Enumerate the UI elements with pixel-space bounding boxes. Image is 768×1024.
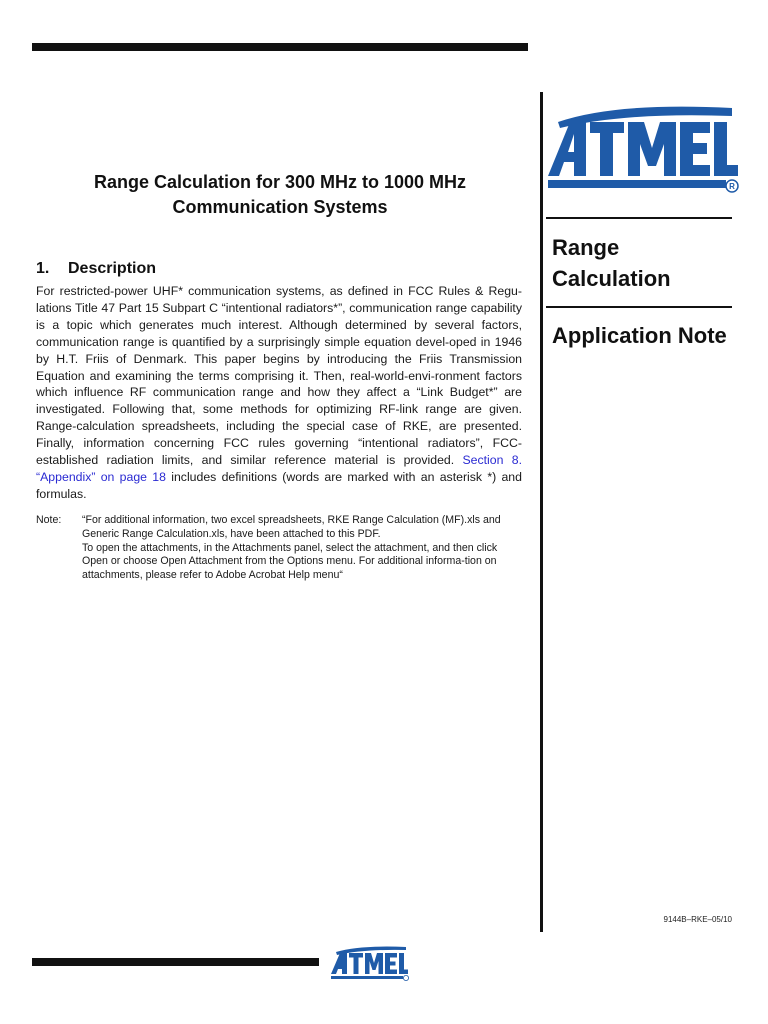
atmel-logo [546,100,740,196]
paragraph-text-after: includes definitions (words are marked with an asterisk *) and formulas. [36,469,522,501]
section-heading [36,260,156,278]
section-number: 1. [36,260,50,277]
sidebar-separator [546,306,732,308]
note-body [82,514,526,583]
sidebar-subtitle: Application Note [552,323,727,348]
note-label: Note: [36,514,62,526]
section-heading-text: Description [68,260,157,277]
atmel-footer-logo [330,944,410,982]
top-rule [32,43,528,51]
note-line-1: “For additional information, two excel spreadsheets, RKE Range Calculation (MF).xls and Generic Range Calculation.xls, have been attached to this PDF. [82,514,501,540]
sidebar-divider [540,92,543,932]
document-title: Range Calculation for 300 MHz to 1000 MHz Communication Systems [93,172,467,217]
note-block [36,514,526,583]
description-paragraph [36,283,522,503]
paragraph-text: For restricted-power UHF* communication systems, as defined in FCC Rules & Regu-lations Title 47 Part 15 Subpart C “intentional radiators*”, communication range capability is a topic which generates much interest. Although determined by several factors, communication range is quantified by a surprisingly simple equation devel-oped in 1946 by H.T. Friis of Denmark. This paper begins by introducing the Friis Transmission Equation and examining the terms comprising it. Then, real-world-envi-ronment factors which influence RF communication range and how they affect a “Link Budget*” are investigated. Following that, some methods for optimizing RF-link range are given. Range-calculation spreadsheets, including the special case of RKE, are presented. Finally, information concerning FCC rules governing “intentional radiators”, FCC-established radiation limits, and similar reference material is provided. [36,284,522,468]
document-code: 9144B–RKE–05/10 [663,915,732,924]
note-line-2: To open the attachments, in the Attachments panel, select the attachment, and then click Open or choose Open Attachment from the Options menu. For additional informa-tion on attachments, please refer to Adobe Acrobat Help menu“ [82,541,498,582]
appendix-link[interactable]: Section 8. “Appendix” on page 18 [36,453,522,484]
svg-text:R: R [729,182,735,191]
sidebar-separator [546,217,732,219]
bottom-rule [32,958,319,966]
sidebar-title: Range Calculation [552,235,671,291]
